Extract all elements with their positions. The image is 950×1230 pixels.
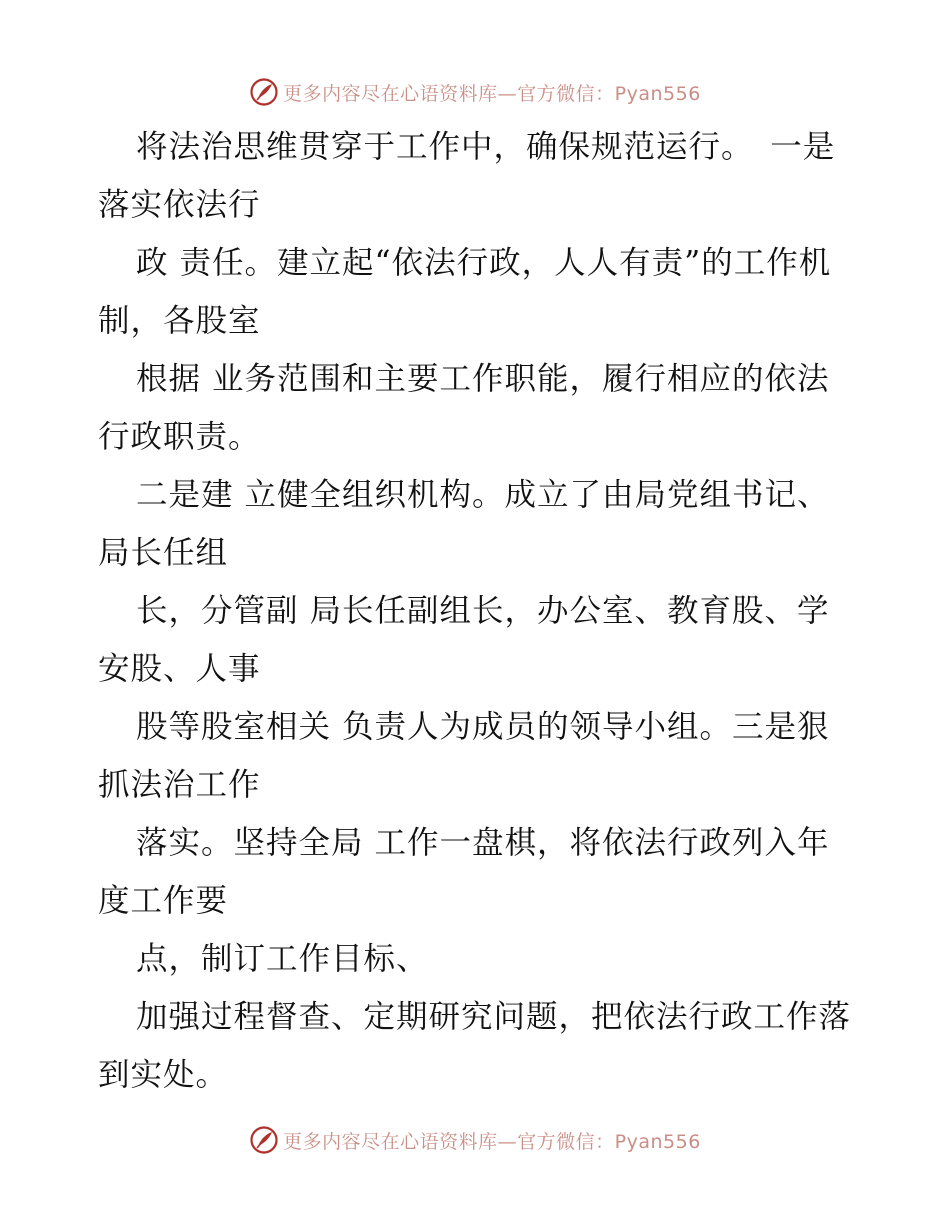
body-line: 二是建 立健全组织机构。成立了由局党组书记、局长任组 (98, 477, 830, 571)
body-line: 落实。坚持全局 工作一盘棋，将依法行政列入年度工作要 (98, 825, 830, 919)
header-banner (0, 72, 950, 112)
feather-pen-logo-icon (249, 1125, 279, 1155)
header-banner-wechat-id: Pyan556 (614, 82, 701, 105)
body-line: 加强过程督查、定期研究问题，把依法行政工作落到实处。 (98, 999, 852, 1093)
header-banner-prefix: 更多内容尽在心语资料库—官方微信： (283, 82, 615, 105)
footer-banner-wechat-id: Pyan556 (614, 1130, 701, 1153)
body-line: 根据 业务范围和主要工作职能，履行相应的依法行政职责。 (98, 361, 830, 455)
footer-banner-prefix: 更多内容尽在心语资料库—官方微信： (283, 1130, 615, 1153)
footer-banner (0, 1120, 950, 1160)
body-line: 将法治思维贯穿于工作中，确保规范运行。 一是落实依法行 (98, 129, 836, 223)
body-line: 点，制订工作目标、 (136, 941, 429, 977)
body-line: 长，分管副 局长任副组长，办公室、教育股、学安股、人事 (98, 593, 830, 687)
header-banner-text (283, 79, 701, 106)
feather-pen-logo-icon (249, 77, 279, 107)
body-line: 股等股室相关 负责人为成员的领导小组。三是狠抓法治工作 (98, 709, 830, 803)
body-line: 政 责任。建立起“依法行政，人人有责”的工作机制，各股室 (98, 245, 832, 339)
footer-banner-text (283, 1127, 701, 1154)
document-body (98, 118, 858, 1104)
